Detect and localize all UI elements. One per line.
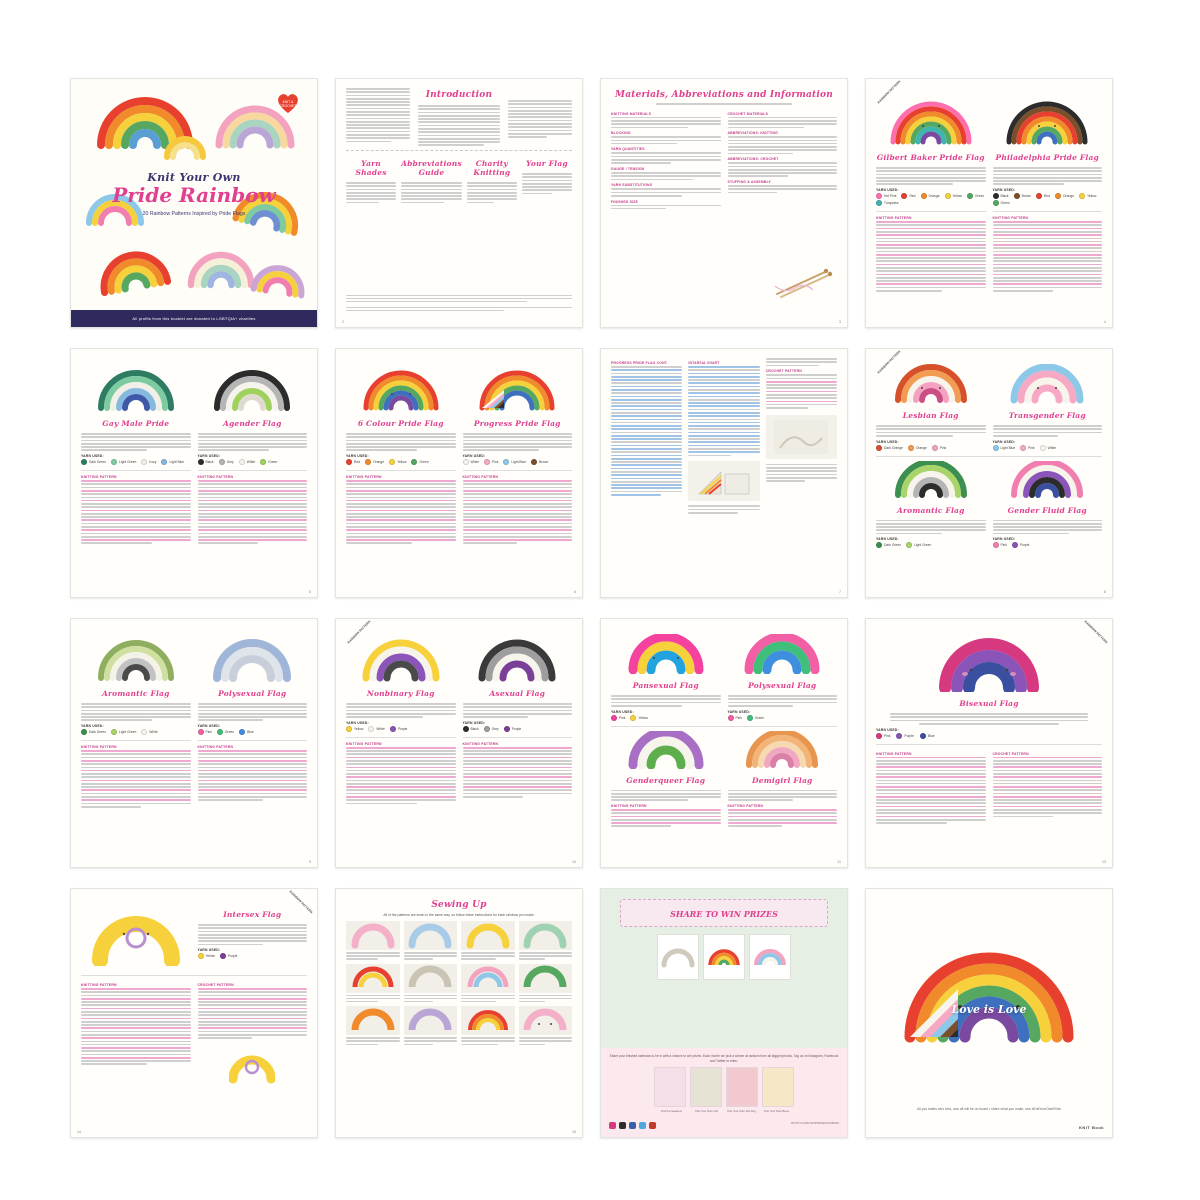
yarn-used-heading: YARN USED: <box>462 720 486 725</box>
flag-title: Progress Pride Flag <box>473 419 561 428</box>
flag-illustration-aromantic-2 <box>81 636 191 687</box>
yarn-swatch: Red <box>346 459 360 465</box>
flag-illustration-philadelphia <box>993 96 1103 151</box>
twitter-icon[interactable] <box>639 1122 646 1129</box>
yarn-swatch: Dark Green <box>81 729 106 735</box>
materials-heading: CROCHET MATERIALS <box>727 111 769 116</box>
flag-title: Lesbian Flag <box>902 411 959 420</box>
pattern-rows <box>876 221 986 292</box>
cover-title-block <box>71 171 317 217</box>
yarn-swatch: Ivory <box>141 459 156 465</box>
sewing-intro: All of the patterns are sewn in the same way, so follow these instructions for each rainbow you make. <box>383 913 535 917</box>
knitting-pattern-heading: KNITTING PATTERN <box>462 475 499 480</box>
yarn-used-heading: YARN USED: <box>876 188 899 193</box>
yarn-swatch: Yellow <box>1079 193 1096 199</box>
page-grid <box>70 78 1130 1138</box>
page-number: 15 <box>572 1130 576 1134</box>
cover-charity-band: All profits from this booklet are donated to LGBTQIA+ charities <box>71 310 317 327</box>
yarn-swatch: Black <box>993 193 1009 199</box>
pattern-rows <box>81 988 191 1065</box>
section-heading: Abbreviations Guide <box>401 159 462 178</box>
yarn-swatch: White <box>239 459 255 465</box>
flag-title: Polysexual Flag <box>218 689 287 698</box>
knitting-pattern-heading: KNITTING PATTERN <box>346 475 382 480</box>
ribbon-label: RAINBOW PATTERN <box>288 889 314 915</box>
yarn-swatch: Grey <box>484 726 499 732</box>
yarn-swatch: Green <box>260 459 277 465</box>
flag-illustration-gilbert <box>876 96 986 151</box>
yarn-swatch: Yellow <box>389 459 406 465</box>
knitting-pattern-heading: KNITTING PATTERN <box>81 983 117 987</box>
yarn-swatch: White <box>141 729 157 735</box>
intro-col3-text <box>508 100 572 138</box>
yarn-used-heading: YARN USED: <box>81 454 104 459</box>
yarn-swatch: Black <box>198 459 214 465</box>
intro-footnote <box>346 295 572 311</box>
share-photo <box>749 934 791 980</box>
pattern-rows <box>198 988 308 1039</box>
yarn-swatch: Green <box>411 459 428 465</box>
page-number: 8 <box>1104 590 1106 594</box>
page-number: 10 <box>572 860 576 864</box>
ribbon-label: RAINBOW PATTERN <box>346 619 372 645</box>
page-cover[interactable] <box>70 78 318 328</box>
yarn-used-heading: YARN USED: <box>876 727 899 732</box>
flag-title: Aromantic Flag <box>101 689 170 698</box>
crochet-pattern-heading: CROCHET PATTERN <box>992 751 1029 756</box>
sewing-step <box>519 1006 573 1045</box>
svg-text:KNIT &: KNIT & <box>282 100 294 104</box>
chart-heading: CROCHET PATTERN <box>765 369 802 374</box>
page-number: 14 <box>77 1130 81 1134</box>
yarn-swatch: Green <box>993 200 1010 206</box>
page-number: 6 <box>574 590 576 594</box>
page-number: 7 <box>839 590 841 594</box>
page-number: 9 <box>309 860 311 864</box>
flag-illustration-progress <box>463 366 573 417</box>
yarn-swatch: Dark Green <box>876 542 901 548</box>
pattern-rows <box>346 747 456 804</box>
flag-title: Demigirl Flag <box>752 775 813 785</box>
flag-illustration-lesbian <box>876 364 986 409</box>
flag-title: Philadelphia Pride Flag <box>995 153 1099 162</box>
yarn-swatch: Yellow <box>945 193 962 199</box>
flag-illustration-transgender <box>993 364 1103 409</box>
book-card[interactable] <box>654 1067 686 1107</box>
intro-section-yarn-shades <box>346 157 396 203</box>
page-title: Introduction <box>425 90 493 100</box>
pattern-rows <box>81 480 191 544</box>
intro-col1-text <box>346 88 410 142</box>
materials-heading: KNITTING MATERIALS <box>611 111 652 116</box>
yarn-used-heading: YARN USED: <box>611 709 634 714</box>
share-banner <box>620 899 829 927</box>
needle-illustration <box>773 266 833 305</box>
flag-title: Polysexual Flag <box>748 681 817 690</box>
book-title: Knit Your Own Bees <box>764 1109 789 1113</box>
back-love-is-love: Love is Love <box>951 1003 1027 1016</box>
flag-illustration-genderqueer <box>611 731 721 774</box>
knitting-pattern-heading: KNITTING PATTERN <box>876 216 912 221</box>
pattern-rows <box>198 750 308 801</box>
sewing-step <box>346 1006 400 1045</box>
yarn-swatch: Red <box>1036 193 1050 199</box>
flag-illustration-pansexual <box>611 634 721 679</box>
yarn-used-heading: YARN USED: <box>346 454 369 459</box>
materials-heading: YARN SUBSTITUTIONS <box>611 183 653 188</box>
yarn-swatch: Green <box>747 715 764 721</box>
knitting-pattern-heading: KNITTING PATTERN <box>611 804 647 809</box>
flag-title: Gay Male Pride <box>102 419 170 428</box>
materials-heading: ABBREVIATIONS: CROCHET <box>727 157 779 162</box>
flag-title: Pansexual Flag <box>632 681 699 690</box>
page-share-to-win[interactable] <box>600 888 848 1138</box>
ribbon-label: RAINBOW PATTERN <box>1083 619 1109 645</box>
tiktok-icon[interactable] <box>619 1122 626 1129</box>
cover-line1: Knit Your Own <box>147 171 241 184</box>
section-heading: Charity Knitting <box>473 159 511 178</box>
section-heading: Your Flag <box>526 159 568 169</box>
intro-section-your-flag <box>522 157 572 203</box>
chart-diagram <box>688 461 759 501</box>
page-number: 4 <box>1104 320 1106 324</box>
yarn-swatch: Purple <box>504 726 522 732</box>
intro-section-charity <box>467 157 517 203</box>
sewing-step <box>461 1006 515 1045</box>
sewing-step <box>404 964 458 1003</box>
social-icons <box>609 1122 656 1129</box>
materials-heading: FINISHED SIZE <box>611 199 638 204</box>
flag-title: Gender Fluid Flag <box>1007 505 1087 515</box>
yarn-used-heading: YARN USED: <box>346 720 369 725</box>
flag-illustration-asexual <box>463 636 573 687</box>
page-number: 13 <box>1102 860 1106 864</box>
yarn-swatch: Pink <box>728 715 742 721</box>
page-materials[interactable] <box>600 78 848 328</box>
yarn-swatch: White <box>463 459 479 465</box>
yarn-swatch: Orange <box>365 459 384 465</box>
page-introduction[interactable] <box>335 78 583 328</box>
cover-badge-heart <box>275 91 301 115</box>
pinterest-icon[interactable] <box>649 1122 656 1129</box>
page-pattern-pansexual-polysexual[interactable] <box>600 618 848 868</box>
knitting-pattern-heading: KNITTING PATTERN <box>727 804 764 809</box>
flag-illustration-bisexual <box>876 638 1102 697</box>
sewing-step <box>461 921 515 960</box>
flag-illustration-genderfluid <box>993 461 1103 504</box>
flag-title: Nonbinary Flag <box>366 689 435 698</box>
yarn-swatch: Brown <box>1014 193 1031 199</box>
knitting-pattern-heading: KNITTING PATTERN <box>197 475 234 480</box>
yarn-swatch: Orange <box>908 445 927 451</box>
flag-title: Gilbert Baker Pride Flag <box>876 153 985 162</box>
yarn-swatch: Pink <box>484 459 498 465</box>
yarn-swatch: Yellow <box>346 726 363 732</box>
page-pattern-bisexual[interactable] <box>865 618 1113 868</box>
page-title: Materials, Abbreviations and Information <box>615 90 833 100</box>
ribbon-label: RAINBOW PATTERN <box>876 349 902 375</box>
knitting-pattern-heading: KNITTING PATTERN <box>81 475 117 480</box>
sewing-step <box>346 964 400 1003</box>
yarn-swatch: Yellow <box>630 715 647 721</box>
crochet-pattern-heading: CROCHET PATTERN <box>197 983 234 987</box>
page-pattern-lesbian-trans-aromantic-genderfluid[interactable] <box>865 348 1113 598</box>
pattern-rows <box>198 480 308 544</box>
knitting-pattern-heading: KNITTING PATTERN <box>992 216 1029 221</box>
chart-heading: PROGRESS PRIDE FLAG CONT. <box>611 361 668 365</box>
flag-title: Intersex Flag <box>223 910 282 919</box>
flag-illustration-intersex <box>81 908 191 971</box>
yarn-swatch: Hot Pink <box>876 193 896 199</box>
page-pattern-aromantic-polysexual[interactable] <box>70 618 318 868</box>
flag-illustration-agender <box>198 366 308 417</box>
sewing-step <box>461 964 515 1003</box>
yarn-swatch: Pink <box>876 733 890 739</box>
yarn-swatch: Brown <box>531 459 548 465</box>
pattern-rows <box>463 480 573 544</box>
share-hashtag: #KNITYOUROWNPRIDERAINBOW <box>790 1121 839 1125</box>
knitting-pattern-heading: KNITTING PATTERN <box>197 745 234 750</box>
yarn-used-heading: YARN USED: <box>876 439 899 444</box>
intro-section-abbreviations <box>401 157 462 203</box>
pattern-rows <box>876 757 986 824</box>
instagram-icon[interactable] <box>609 1122 616 1129</box>
yarn-swatch: Black <box>463 726 479 732</box>
back-note: All you ladies who sew, now all will be on board • share what you make, use #KnitYourOwnPride <box>916 1107 1062 1111</box>
sewing-step <box>519 964 573 1003</box>
yarn-swatch: Purple <box>1012 542 1030 548</box>
yarn-swatch: Light Blue <box>503 459 526 465</box>
flag-illustration-polysexual-2 <box>198 636 308 687</box>
yarn-swatch: Orange <box>921 193 940 199</box>
facebook-icon[interactable] <box>629 1122 636 1129</box>
yarn-swatch: Pink <box>1020 445 1034 451</box>
page-number: 3 <box>839 320 841 324</box>
yarn-swatch: Grey <box>219 459 234 465</box>
page-number: 2 <box>342 320 344 324</box>
share-photo <box>657 934 699 980</box>
pattern-rows <box>346 480 456 544</box>
flag-title: Asexual Flag <box>489 689 546 698</box>
page-title: Sewing Up <box>431 900 487 910</box>
yarn-used-heading: YARN USED: <box>462 454 486 459</box>
yarn-swatch: Purple <box>220 953 238 959</box>
yarn-swatch: Blue <box>920 733 935 739</box>
yarn-swatch: Light Green <box>111 459 136 465</box>
materials-heading: GAUGE / TENSION <box>611 167 645 171</box>
yarn-used-heading: YARN USED: <box>992 537 1016 542</box>
cover-subtitle: 20 Rainbow Patterns Inspired by Pride Flags <box>142 211 246 217</box>
book-card[interactable] <box>762 1067 794 1107</box>
yarn-swatch: Red <box>901 193 915 199</box>
knitting-pattern-heading: KNITTING PATTERN <box>876 751 912 756</box>
yarn-swatch: Pink <box>993 542 1007 548</box>
knitting-pattern-heading: KNITTING PATTERN <box>346 741 382 746</box>
publisher-logo: KNIT Book <box>1079 1125 1104 1130</box>
sewing-step <box>519 921 573 960</box>
yarn-used-heading: YARN USED: <box>197 724 221 729</box>
materials-heading: YARN QUANTITIES <box>611 147 645 152</box>
yarn-swatch: Green <box>217 729 234 735</box>
page-pattern-nonbinary-asexual[interactable] <box>335 618 583 868</box>
book-card[interactable] <box>690 1067 722 1107</box>
flag-illustration-aromantic <box>876 461 986 504</box>
knitting-pattern-heading: KNITTING PATTERN <box>462 741 499 746</box>
yarn-swatch: Purple <box>390 726 408 732</box>
yarn-swatch: Dark Orange <box>876 445 903 451</box>
book-title: Knit Your Own Cat <box>695 1109 718 1113</box>
yarn-used-heading: YARN USED: <box>992 439 1016 444</box>
yarn-swatch: Light Green <box>111 729 136 735</box>
yarn-swatch: Pink <box>611 715 625 721</box>
yarn-used-heading: YARN USED: <box>197 948 221 953</box>
yarn-used-heading: YARN USED: <box>197 454 221 459</box>
yarn-used-heading: YARN USED: <box>81 724 104 729</box>
yarn-swatch: Orange <box>1055 193 1074 199</box>
yarn-used-heading: YARN USED: <box>992 188 1016 193</box>
chart-heading: INTARSIA CHART <box>688 361 720 365</box>
pattern-rows <box>993 757 1103 818</box>
knitting-pattern-heading: KNITTING PATTERN <box>81 745 117 750</box>
photo-placeholder <box>766 415 837 459</box>
book-title: Knit Your Own Pet Dog <box>727 1109 756 1113</box>
sewing-steps <box>346 921 572 1045</box>
yarn-swatch: Yellow <box>198 953 215 959</box>
yarn-swatch: Green <box>967 193 984 199</box>
yarn-used-heading: YARN USED: <box>876 537 899 542</box>
share-footer-panel <box>601 1048 847 1137</box>
yarn-swatch: Light Green <box>906 542 931 548</box>
flag-illustration-6colour <box>346 366 456 417</box>
flag-illustration-nonbinary <box>346 636 456 687</box>
page-number: 11 <box>837 860 841 864</box>
yarn-swatch: White <box>1040 445 1056 451</box>
sewing-step <box>346 921 400 960</box>
page-back-cover[interactable] <box>865 888 1113 1138</box>
back-rainbow-art <box>866 929 1112 1054</box>
flag-title: Bisexual Flag <box>959 699 1019 708</box>
materials-heading: STUFFING & ASSEMBLY <box>727 180 771 185</box>
intersex-circle-illustration <box>198 1045 308 1090</box>
page-sewing-up[interactable] <box>335 888 583 1138</box>
flag-title: Transgender Flag <box>1008 411 1086 420</box>
flag-title: Genderqueer Flag <box>626 775 706 785</box>
yarn-swatch: Purple <box>896 733 914 739</box>
page-pattern-charts[interactable] <box>600 348 848 598</box>
sewing-step <box>404 921 458 960</box>
yarn-used-heading: YARN USED: <box>727 709 751 714</box>
yarn-swatch: Pink <box>932 445 946 451</box>
book-cards <box>609 1067 839 1107</box>
page-pattern-gay-male-agender[interactable] <box>70 348 318 598</box>
yarn-swatch: Light Blue <box>161 459 184 465</box>
book-card[interactable] <box>726 1067 758 1107</box>
ribbon-label: RAINBOW PATTERN <box>876 79 902 105</box>
flag-title: Agender Flag <box>222 419 282 428</box>
pattern-rows <box>81 750 191 807</box>
materials-heading: ABBREVIATIONS: KNITTING <box>727 131 778 136</box>
share-title: SHARE TO WIN PRIZES <box>670 909 778 919</box>
flag-illustration-polysexual <box>728 634 838 679</box>
page-pattern-intersex[interactable] <box>70 888 318 1138</box>
flag-illustration-gay-male <box>81 366 191 417</box>
pattern-rows <box>993 221 1103 292</box>
yarn-swatch: Light Blue <box>993 445 1016 451</box>
yarn-swatch: White <box>368 726 384 732</box>
share-photo-row <box>601 934 847 980</box>
sewing-step <box>404 1006 458 1045</box>
page-pattern-6colour-progress[interactable] <box>335 348 583 598</box>
share-photo <box>703 934 745 980</box>
materials-heading: BLOCKING <box>611 131 631 136</box>
page-pattern-gilbert-philadelphia[interactable] <box>865 78 1113 328</box>
page-number: 5 <box>309 590 311 594</box>
yarn-swatch: Blue <box>239 729 254 735</box>
section-heading: Yarn Shades <box>355 159 387 178</box>
pattern-rows <box>463 747 573 798</box>
flag-title: 6 Colour Pride Flag <box>357 419 444 428</box>
flag-illustration-demigirl <box>728 731 838 774</box>
cover-line2: Pride Rainbow <box>112 183 276 207</box>
svg-text:CROCHET: CROCHET <box>279 104 297 108</box>
flag-title: Aromantic Flag <box>896 505 965 515</box>
share-blurb: Share your finished rainbows to be in with a chance to win prizes. Each month we pick a winner at random from all tagged photos. Tag us on Instagram, Facebook and Twitter to enter. <box>609 1054 839 1064</box>
book-title: Knit the Seasons <box>660 1109 683 1113</box>
yarn-swatch: Dark Green <box>81 459 106 465</box>
intro-col2-text <box>418 105 501 146</box>
yarn-swatch: Turquoise <box>876 200 899 206</box>
yarn-swatch: Pink <box>198 729 212 735</box>
